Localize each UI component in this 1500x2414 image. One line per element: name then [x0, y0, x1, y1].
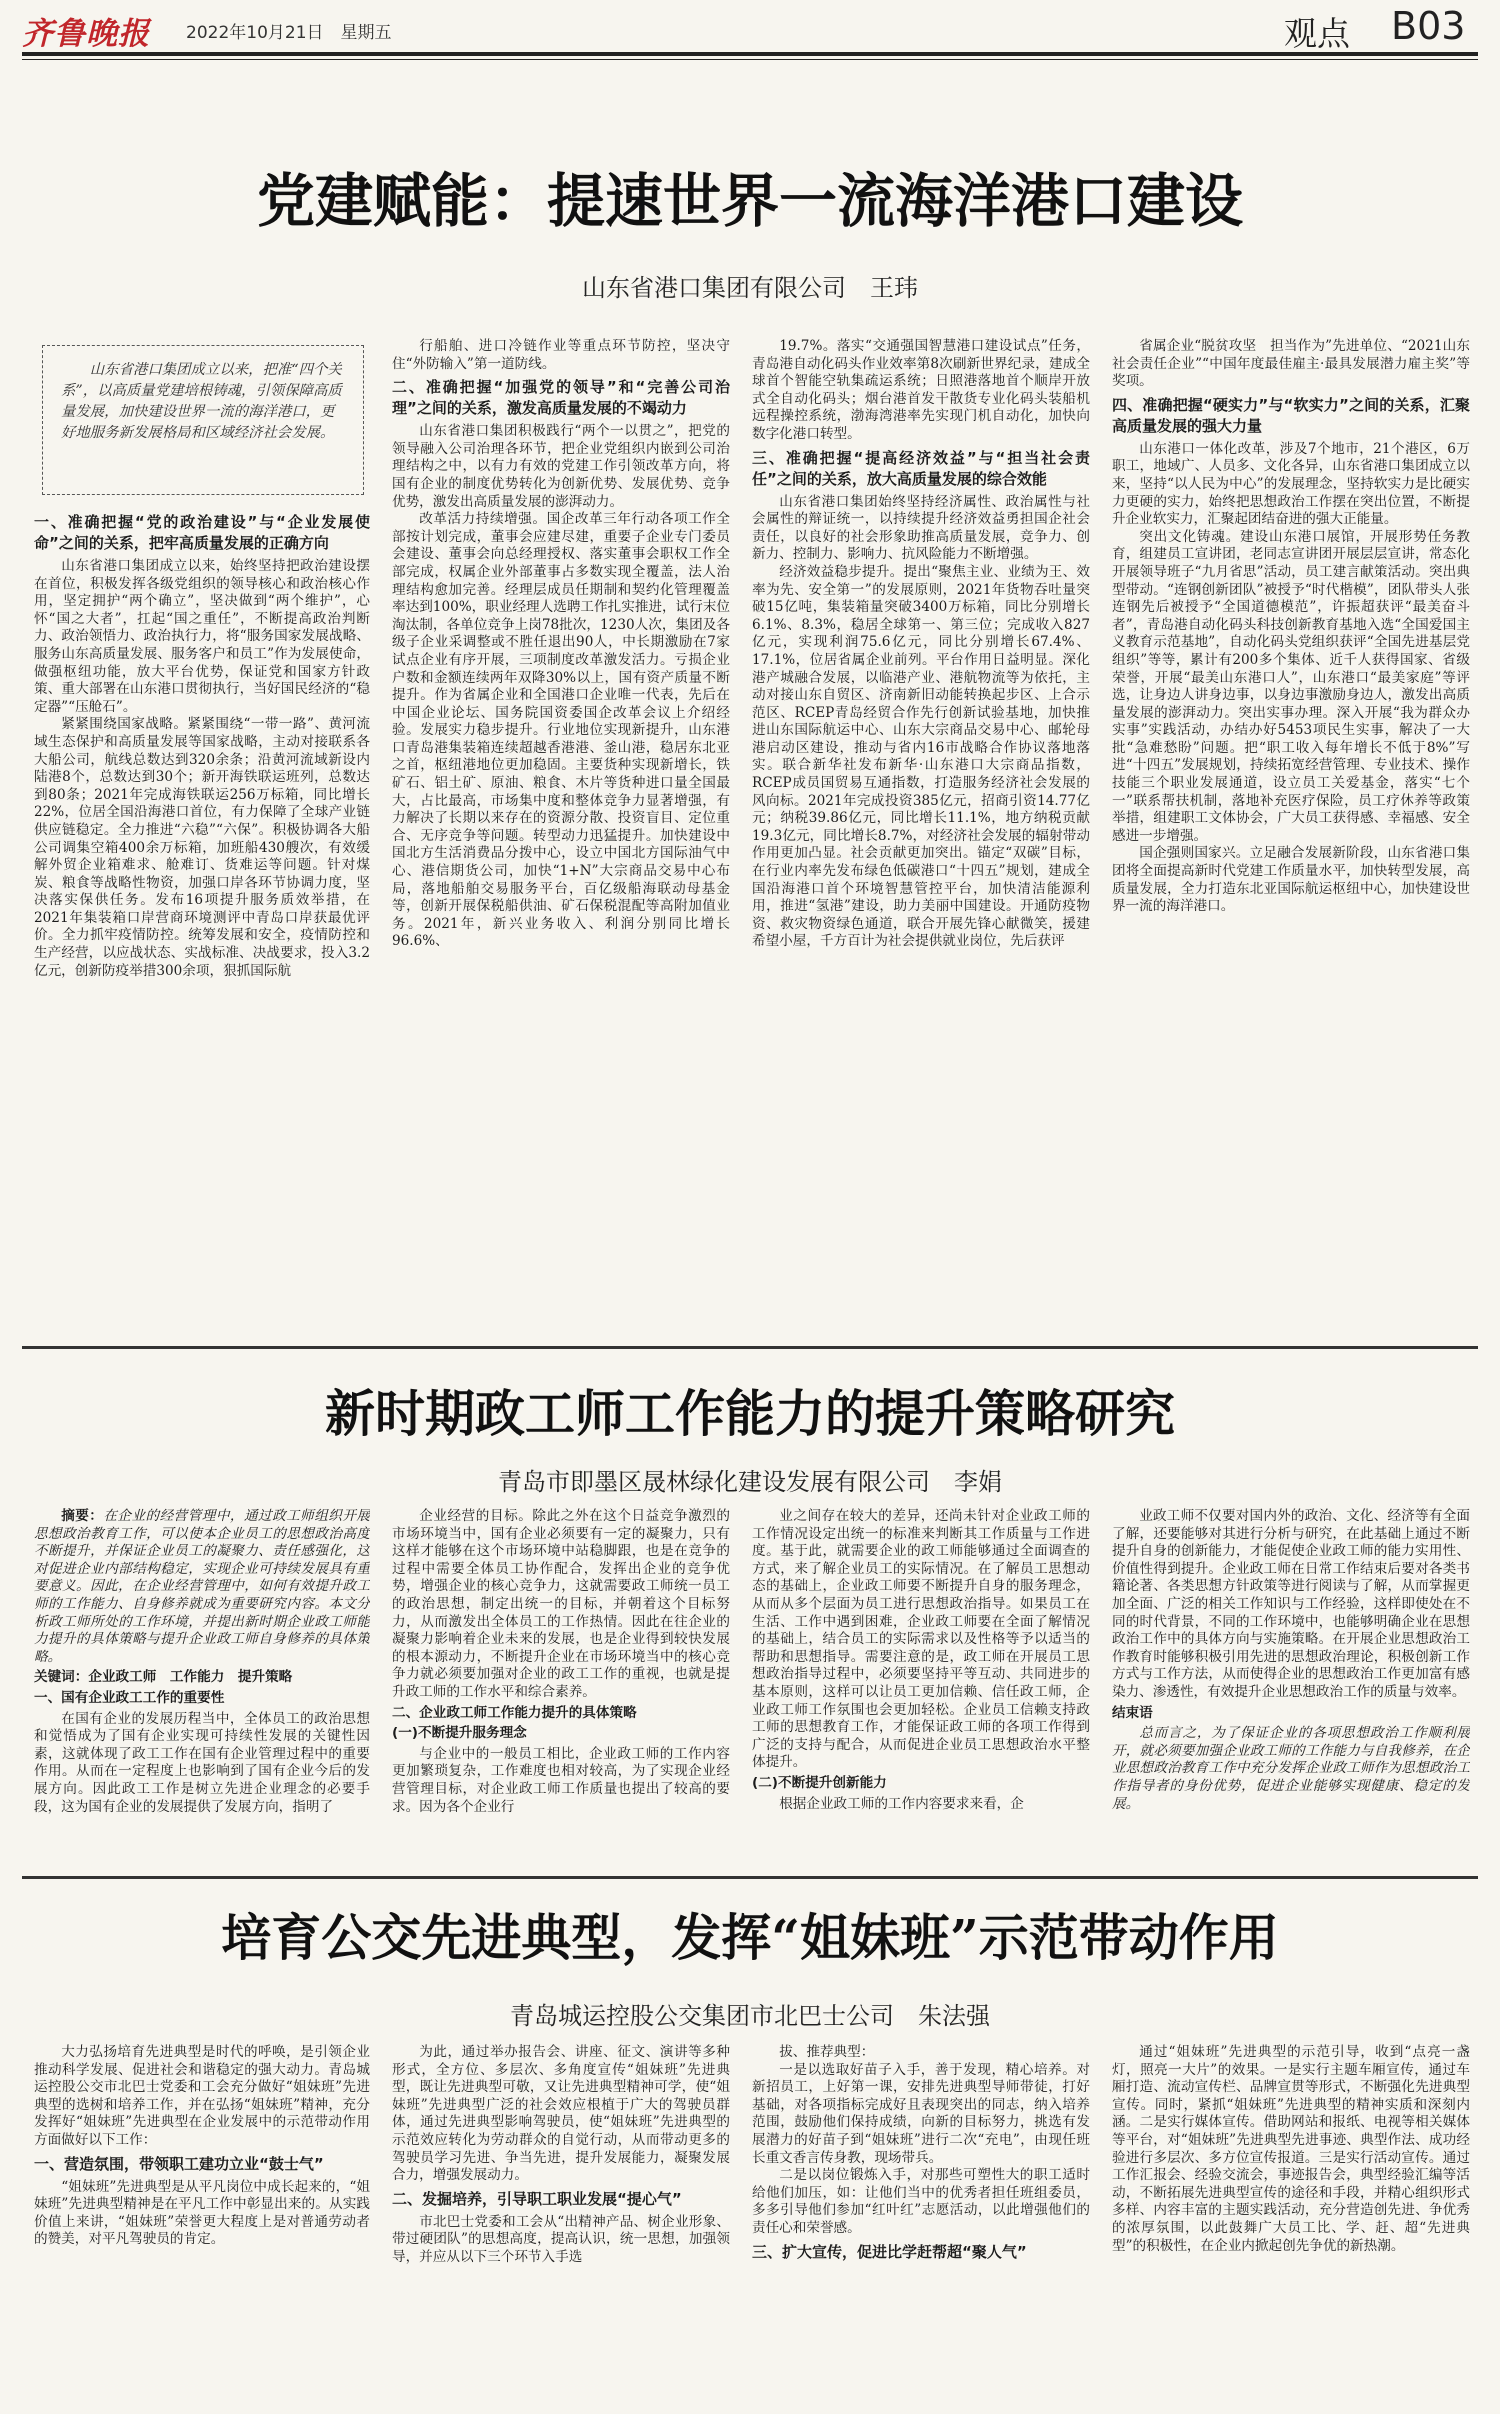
header-rule [22, 52, 1478, 60]
subsection-heading: 结束语 [1112, 1704, 1153, 1721]
paragraph: 通过“姐妹班”先进典型的示范引导，收到“点亮一盏灯，照亮一大片”的效果。一是实行主题车厢宣传，通过车厢打造、流动宣传栏、品牌宣贯等形式，不断强化先进典型宣传。同时，紧抓“姐妹班”先进典型的精神实质和深刻内涵。二是实行媒体宣传。借助网站和报纸、电视等相关媒体等平台，对“姐妹班”先进典型先进事迹、典型作法、成功经验进行多层次、多方位宣传报道。三是实行活动宣传。通过工作汇报会、经验交流会，事迹报告会，典型经验汇编等活动，不断拓展先进典型宣传的途径和手段，并精心组织形式多样、内容丰富的主题实践活动，充分营造创先进、争优秀的浓厚氛围，以此鼓舞广大员工比、学、赶、超“先进典型”的积极性，在企业内掀起创先争优的新热潮。 [1112, 2044, 1470, 2254]
subsection-heading: (二)不断提升创新能力 [752, 1774, 887, 1791]
abstract-label: 摘要： [61, 1508, 104, 1524]
paragraph: 为此，通过举办报告会、讲座、征文、演讲等多种形式，全方位、多层次、多角度宣传“姐妹班”先进典型，既让先进典型可敬，又让先进典型精神可学，使“姐妹班”先进典型广泛的社会效应根植于广大的驾驶员群体，通过先进典型影响驾驶员，使“姐妹班”先进典型的示范效应转化为劳动群众的自觉行动，从而带动更多的驾驶员学习先进、争当先进，提升发展能力，凝聚发展合力，增强发展动力。 [392, 2044, 730, 2184]
article-3-byline: 青岛城运控股公交集团市北巴士公司 朱法强 [510, 2002, 990, 2030]
article-3-column-3 [752, 2044, 1090, 2400]
paragraph: 业政工师不仅要对国内外的政治、文化、经济等有全面了解，还要能够对其进行分析与研究，在此基础上通过不断提升自身的创新能力，才能促使企业政工师的能力实用性、价值性得到提升。企业政工师在日常工作结束后要对各类书籍论著、各类思想方针政策等进行阅读与了解，从而掌握更加全面、广泛的相关工作知识与工作经验，这样即使处在不同的时代背景，不同的工作环境中，也能够明确企业在思想政治工作中的具体方向与实施策略。在开展企业思想政治工作教育时能够积极引用先进的思想政治理论，积极创新工作方式与工作方法，从而使得企业的思想政治工作更加富有感染力、渗透性，有效提升企业思想政治工作的质量与效率。 [1112, 1508, 1470, 1700]
paragraph: 山东港口一体化改革，涉及7个地市，21个港区，6万职工，地域广、人员多、文化各异，山东省港口集团成立以来，坚持“以人民为中心”的发展理念，坚持软实力是比硬实力更硬的实力，始终把思想政治工作摆在突出位置，不断提升企业软实力，汇聚起团结奋进的强大正能量。 [1112, 440, 1470, 528]
paragraph: 国企强则国家兴。立足融合发展新阶段，山东省港口集团将全面提高新时代党建工作质量水平，加快转型发展，高质量发展，全力打造东北亚国际航运枢纽中心，加快建设世界一流的海洋港口。 [1112, 845, 1470, 915]
section-heading: 二、发掘培养，引导职工职业发展“提心气” [392, 2189, 682, 2208]
article-3-title: 培育公交先进典型，发挥“姐妹班”示范带动作用 [221, 1908, 1279, 1967]
article-separator-2 [22, 1876, 1478, 1879]
paragraph: 突出文化铸魂。建设山东港口展馆，开展形势任务教育，组建员工宣讲团，老同志宣讲团开展层层宣讲，常态化开展领导班子“九月省思”活动，员工建言献策活动。突出典型带动。“连钢创新团队”被授予“时代楷模”，团队带头人张连钢先后被授予“全国道德模范”，许振超获评“最美奋斗者”，青岛港自动化码头科技创新教育基地入选“全国爱国主义教育示范基地”，自动化码头党组织获评“全国先进基层党组织”等等，累计有200多个集体、近千人获得国家、省级荣誉，开展“最美山东港口人”，山东港口“最美家庭”等评选，让身边人讲身边事，以身边事激励身边人，激发出高质量发展的澎湃动力。突出实事办理。深入开展“我为群众办实事”实践活动，办结办好5453项民生实事，解决了一大批“急难愁盼”问题。把“职工收入每年增长不低于8%”写进“十四五”发展规划，持续拓宽经营管理、专业技术、操作技能三个职业发展通道，设立员工关爱基金，落实“七个一”联系帮扶机制，落地补充医疗保险，员工疗休养等政策举措，组建职工文体协会，广大员工获得感、幸福感、安全感进一步增强。 [1112, 528, 1470, 844]
subsection-heading: 二、企业政工师工作能力提升的具体策略 [392, 1704, 637, 1721]
issue-date: 2022年10月21日 星期五 [186, 23, 392, 43]
paragraph: 大力弘扬培育先进典型是时代的呼唤，是引领企业推动科学发展、促进社会和谐稳定的强大动力。青岛城运控股公交市北巴士党委和工会充分做好“姐妹班”先进典型的选树和培养工作，并在弘扬“姐妹班”精神，充分发挥好“姐妹班”先进典型在企业发展中的示范带动作用方面做好以下工作： [34, 2044, 370, 2148]
paragraph: 企业经营的目标。除此之外在这个日益竞争激烈的市场环境当中，国有企业必须要有一定的凝聚力，只有这样才能够在这个市场环境中站稳脚跟，也是在竞争的过程中需要全体员工协作配合，发挥出企业的竞争优势，增强企业的核心竞争力，这就需要政工师统一员工的政治思想，制定出统一的目标，并朝着这个目标努力，从而激发出全体员工的工作热情。因此在往企业的凝聚力影响着企业未来的发展，也是企业得到较快发展的根本源动力，不断提升企业在市场环境当中的核心竞争力就必须要加强对企业的政工工作的重视，也就是提升政工师的工作水平和综合素养。 [392, 1508, 730, 1700]
page-header [0, 0, 1500, 52]
article-1-column-1 [34, 508, 370, 1334]
paragraph: 山东省港口集团积极践行“两个一以贯之”，把党的领导融入公司治理各环节，把企业党组织内嵌到公司治理结构之中，以有力有效的党建工作引领改革方向，将国有企业的制度优势转化为创新优势、发展优势、竞争优势，激发出高质量发展的澎湃动力。 [392, 423, 730, 510]
paragraph: 行船舶、进口冷链作业等重点环节防控，坚决守住“外防输入”第一道防线。 [392, 338, 730, 372]
section-heading: 四、准确把握“硬实力”与“软实力”之间的关系，汇聚高质量发展的强大力量 [1112, 395, 1470, 435]
paragraph: 经济效益稳步提升。提出“聚焦主业、业绩为王、效率为先、安全第一”的发展原则，2021年货物吞吐量突破15亿吨，集装箱量突破3400万标箱，同比分别增长6.1%、8.3%，稳居全球第一、第三位；完成收入827亿元，实现利润75.6亿元，同比分别增长67.4%、17.1%，位居省属企业前列。平台作用日益明显。深化港产城融合发展，以临港产业、港航物流等为依托，主动对接山东自贸区、济南新旧动能转换起步区、上合示范区、RCEP青岛经贸合作先行创新试验基地，加快推进山东国际航运中心、山东大宗商品交易中心、邮轮母港启动区建设，推动与省内16市战略合作协议落地落实。联合新华社发布新华·山东港口大宗商品指数，RCEP成员国贸易互通指数，打造服务经济社会发展的风向标。2021年完成投资385亿元，招商引资14.77亿元；纳税39.86亿元，同比增长11.1%，地方纳税贡献19.3亿元，同比增长8.7%，对经济社会发展的辐射带动作用更加凸显。社会贡献更加突出。锚定“双碳”目标，在行业内率先发布绿色低碳港口“十四五”规划，建成全国沿海港口首个环境智慧管控平台，加快清洁能源利用，推进“氢港”建设，助力美丽中国建设。开通防疫物资、救灾物资绿色通道，联合开展先锋心献微笑，援建希望小屋，千方百计为社会提供就业岗位，先后获评 [752, 563, 1090, 950]
section-heading: 一、准确把握“党的政治建设”与“企业发展使命”之间的关系，把牢高质量发展的正确方向 [34, 513, 370, 552]
paragraph: 与企业中的一般员工相比，企业政工师的工作内容更加繁琐复杂，工作难度也相对较高，为了实现企业经营管理目标，对企业政工师工作质量也提出了较高的要求。因为各个企业行 [392, 1745, 730, 1815]
abstract [34, 1508, 370, 1666]
section-name: 观点 [1284, 14, 1350, 53]
article-1-lead: 山东省港口集团成立以来，把准“四个关系”，以高质量党建培根铸魂，引领保障高质量发展，加快建设世界一流的海洋港口，更好地服务新发展格局和区域经济社会发展。 [42, 345, 364, 495]
article-1-column-4 [1112, 338, 1470, 1334]
subsection-heading: 一、国有企业政工工作的重要性 [34, 1689, 225, 1706]
paragraph: 在国有企业的发展历程当中，全体员工的政治思想和觉悟成为了国有企业实现可持续性发展的关键性因素，这就体现了政工工作在国有企业管理过程中的重要作用。从而在一定程度上也影响到了国有企业今后的发展方向。因此政工工作是树立先进企业理念的必要手段，这为国有企业的发展提供了发展方向，指明了 [34, 1710, 370, 1815]
article-1-column-3 [752, 338, 1090, 1334]
article-2-byline: 青岛市即墨区晟林绿化建设发展有限公司 李娟 [498, 1468, 1002, 1496]
article-2-title: 新时期政工师工作能力的提升策略研究 [325, 1384, 1175, 1443]
paragraph: “姐妹班”先进典型是从平凡岗位中成长起来的，“姐妹班”先进典型精神是在平凡工作中彰显出来的。从实践价值上来讲，“姐妹班”荣誉更大程度上是对普通劳动者的赞美，对平凡驾驶员的肯定。 [34, 2178, 370, 2248]
paragraph: 根据企业政工师的工作内容要求来看，企 [779, 1795, 1024, 1812]
keywords: 关键词：企业政工师 工作能力 提升策略 [34, 1669, 293, 1686]
paragraph: 业之间存在较大的差异，还尚未针对企业政工师的工作情况设定出统一的标准来判断其工作质量与工作进度。基于此，就需要企业的政工师能够通过全面调查的方式，来了解企业员工的实际情况。在了解员工思想动态的基础上，企业政工师要不断提升自身的服务理念，从而从多个层面为员工进行思想政治指导。如果员工在生活、工作中遇到困难，企业政工师要在全面了解情况的基础上，结合员工的实际需求以及性格等予以适当的帮助和思想指导。需要注意的是，政工师在开展员工思想政治指导过程中，必须要坚持平等互动、共同进步的基本原则，这样可以让员工更加信赖、信任政工师，企业政工师工作氛围也会更加轻松。企业员工信赖支持政工师的思想教育工作，才能保证政工师的各项工作得到广泛的支持与配合，从而促进企业员工思想政治水平整体提升。 [752, 1508, 1090, 1771]
paragraph: 市北巴士党委和工会从“出精神产品、树企业形象、带过硬团队”的思想高度，提高认识，统一思想，加强领导，并应从以下三个环节入手选 [392, 2213, 730, 2265]
page-number: B03 [1391, 4, 1466, 48]
paragraph: 一是以选取好苗子入手，善于发现，精心培养。对新招员工，上好第一课，安排先进典型导师带徒，打好基础，对各项指标完成好且表现突出的同志，纳入培养范围，鼓励他们保持成绩，向新的目标努力，挑选有发展潜力的好苗子到“姐妹班”进行二次“充电”，由现任班长重文香言传身教，现场带兵。 [752, 2061, 1090, 2166]
article-separator-1 [22, 1346, 1478, 1349]
paragraph: 拔、推荐典型： [779, 2044, 875, 2060]
article-3-column-4 [1112, 2044, 1470, 2400]
article-1-title: 党建赋能：提速世界一流海洋港口建设 [256, 167, 1243, 235]
article-2-column-1-body [34, 1690, 370, 1816]
paragraph: 山东省港口集团成立以来，始终坚持把政治建设摆在首位，积极发挥各级党组织的领导核心和政治核心作用，坚定拥护“两个确立”，坚决做到“两个维护”，心怀“国之大者”，扛起“国之重任”，不断提高政治判断力、政治领悟力、政治执行力，将“服务国家发展战略、服务山东高质量发展、服务客户和员工”作为发展使命，做强枢纽功能，放大平台优势，保证党和国家方针政策、重大部署在山东港口贯彻执行，当好国民经济的“稳定器”“压舱石”。 [34, 558, 370, 715]
article-2-column-4 [1112, 1508, 1470, 1862]
article-2-column-3 [752, 1508, 1090, 1862]
section-heading: 三、扩大宣传，促进比学赶帮超“聚人气” [752, 2242, 1027, 2261]
article-2-column-1 [34, 1508, 370, 1862]
subsection-heading: (一)不断提升服务理念 [392, 1725, 527, 1742]
paragraph: 19.7%。落实“交通强国智慧港口建设试点”任务，青岛港自动化码头作业效率第8次刷新世界纪录，建成全球首个智能空轨集疏运系统；日照港落地首个顺岸开放式全自动化码头；烟台港首发干散货专业化码头装船机远程操控系统，渤海湾港率先实现门机自动化，加快向数字化港口转型。 [752, 338, 1090, 442]
newspaper-logo: 齐鲁晚报 [22, 16, 150, 52]
paragraph: 二是以岗位锻炼入手，对那些可塑性大的职工适时给他们加压，如：让他们当中的优秀者担任班组委员，多多引导他们参加“红叶红”志愿活动，以此增强他们的责任心和荣誉感。 [752, 2167, 1090, 2236]
article-2-column-2 [392, 1508, 730, 1862]
paragraph: 改革活力持续增强。国企改革三年行动各项工作全部按计划完成，董事会应建尽建，重要子企业专门委员会建设、董事会向总经理授权、落实董事会职权工作全部完成，权属企业外部董事占多数实现全覆盖，法人治理结构愈加完善。经理层成员任期制和契约化管理覆盖率达到100%，职业经理人选聘工作扎实推进，试行末位淘汰制，各单位竞争上岗78批次，1230人次，集团及各级子企业采调整或不胜任退出90人，中长期激励在7家试点企业有序开展，三项制度改革激发活力。亏损企业户数和金额连续两年双降30%以上，国有资产质量不断提升。作为省属企业和全国港口企业唯一代表，先后在中国企业论坛、国务院国资委国企改革会议上介绍经验。发展实力稳步提升。行业地位实现新提升，山东港口青岛港集装箱连续超越香港港、釜山港，稳居东北亚之首，枢纽港地位更加稳固。主要货种实现新增长，铁矿石、铝土矿、原油、粮食、木片等货种进口量全国最大，占比最高，市场集中度和整体竞争力显著增强，有力解决了长期以来存在的资源分散、投资盲目、定位重合、无序竞争等问题。转型动力迅猛提升。加快建设中国北方生活消费品分拨中心，设立中国北方国际油气中心、港信期货公司，加快“1+N”大宗商品交易中心布局，落地船舶交易服务平台，百亿级船海联动母基金等，创新开展保税船供油、矿石保税混配等高附加值业务。2021年，新兴业务收入、利润分别同比增长96.6%、 [392, 511, 730, 950]
conclusion-paragraph: 总而言之，为了保证企业的各项思想政治工作顺利展开，就必须要加强企业政工师的工作能力与自我修养，在企业思想政治教育工作中充分发挥企业政工师作为思想政治工作指导者的身份优势，促进企业能够实现健康、稳定的发展。 [1112, 1725, 1470, 1812]
abstract-text: 在企业的经营管理中，通过政工师组织开展思想政治教育工作，可以使本企业员工的思想政治高度不断提升，并保证企业员工的凝聚力、责任感强化，这对促进企业内部结构稳定，实现企业可持续发展具有重要意义。因此，在企业经营管理中，如何有效提升政工师的工作能力、自身修养就成为重要研究内容。本文分析政工师所处的工作环境，并提出新时期企业政工师能力提升的具体策略与提升企业政工师自身修养的具体策略。 [34, 1508, 370, 1665]
article-3-column-1 [34, 2044, 370, 2400]
section-heading: 二、准确把握“加强党的领导”和“完善公司治理”之间的关系，激发高质量发展的不竭动力 [392, 378, 730, 418]
article-1-column-2 [392, 338, 730, 1334]
section-heading: 三、准确把握“提高经济效益”与“担当社会责任”之间的关系，放大高质量发展的综合效能 [752, 448, 1090, 488]
paragraph: 省属企业“脱贫攻坚 担当作为”先进单位、“2021山东社会责任企业”“中国年度最佳雇主·最具发展潜力雇主奖”等奖项。 [1112, 338, 1470, 390]
section-heading: 一、营造氛围，带领职工建功立业“鼓士气” [34, 2154, 324, 2173]
article-3-column-2 [392, 2044, 730, 2400]
paragraph: 紧紧围绕国家战略。紧紧围绕“一带一路”、黄河流域生态保护和高质量发展等国家战略，主动对接联系各大船公司，航线总数达到320余条；沿黄河流域新设内陆港8个，总数达到30个；新开海铁联运班列，总数达到80条；2021年完成海铁联运256万标箱，同比增长22%，位居全国沿海港口首位，有力保障了全球产业链供应链稳定。全力推进“六稳”“六保”。积极协调各大船公司调集空箱400余万标箱，加班船430艘次，有效缓解外贸企业箱难求、舱难订、货难运等问题。针对煤炭、粮食等战略性物资，加强口岸各环节协调力度，坚决落实保供任务。发布16项提升服务质效举措，在2021年集装箱口岸营商环境测评中青岛口岸获最优评价。全力抓牢疫情防控。统筹发展和安全，疫情防控和生产经营，以应战状态、实战标准、决战要求，投入3.2亿元，创新防疫举措300余项，狠抓国际航 [34, 716, 370, 979]
paragraph: 山东省港口集团始终坚持经济属性、政治属性与社会属性的辩证统一，以持续提升经济效益勇担国企社会责任，以良好的社会形象助推高质量发展，竞争力、创新力、控制力、影响力、抗风险能力不断增强。 [752, 493, 1090, 563]
article-1-byline: 山东省港口集团有限公司 王玮 [582, 274, 918, 302]
